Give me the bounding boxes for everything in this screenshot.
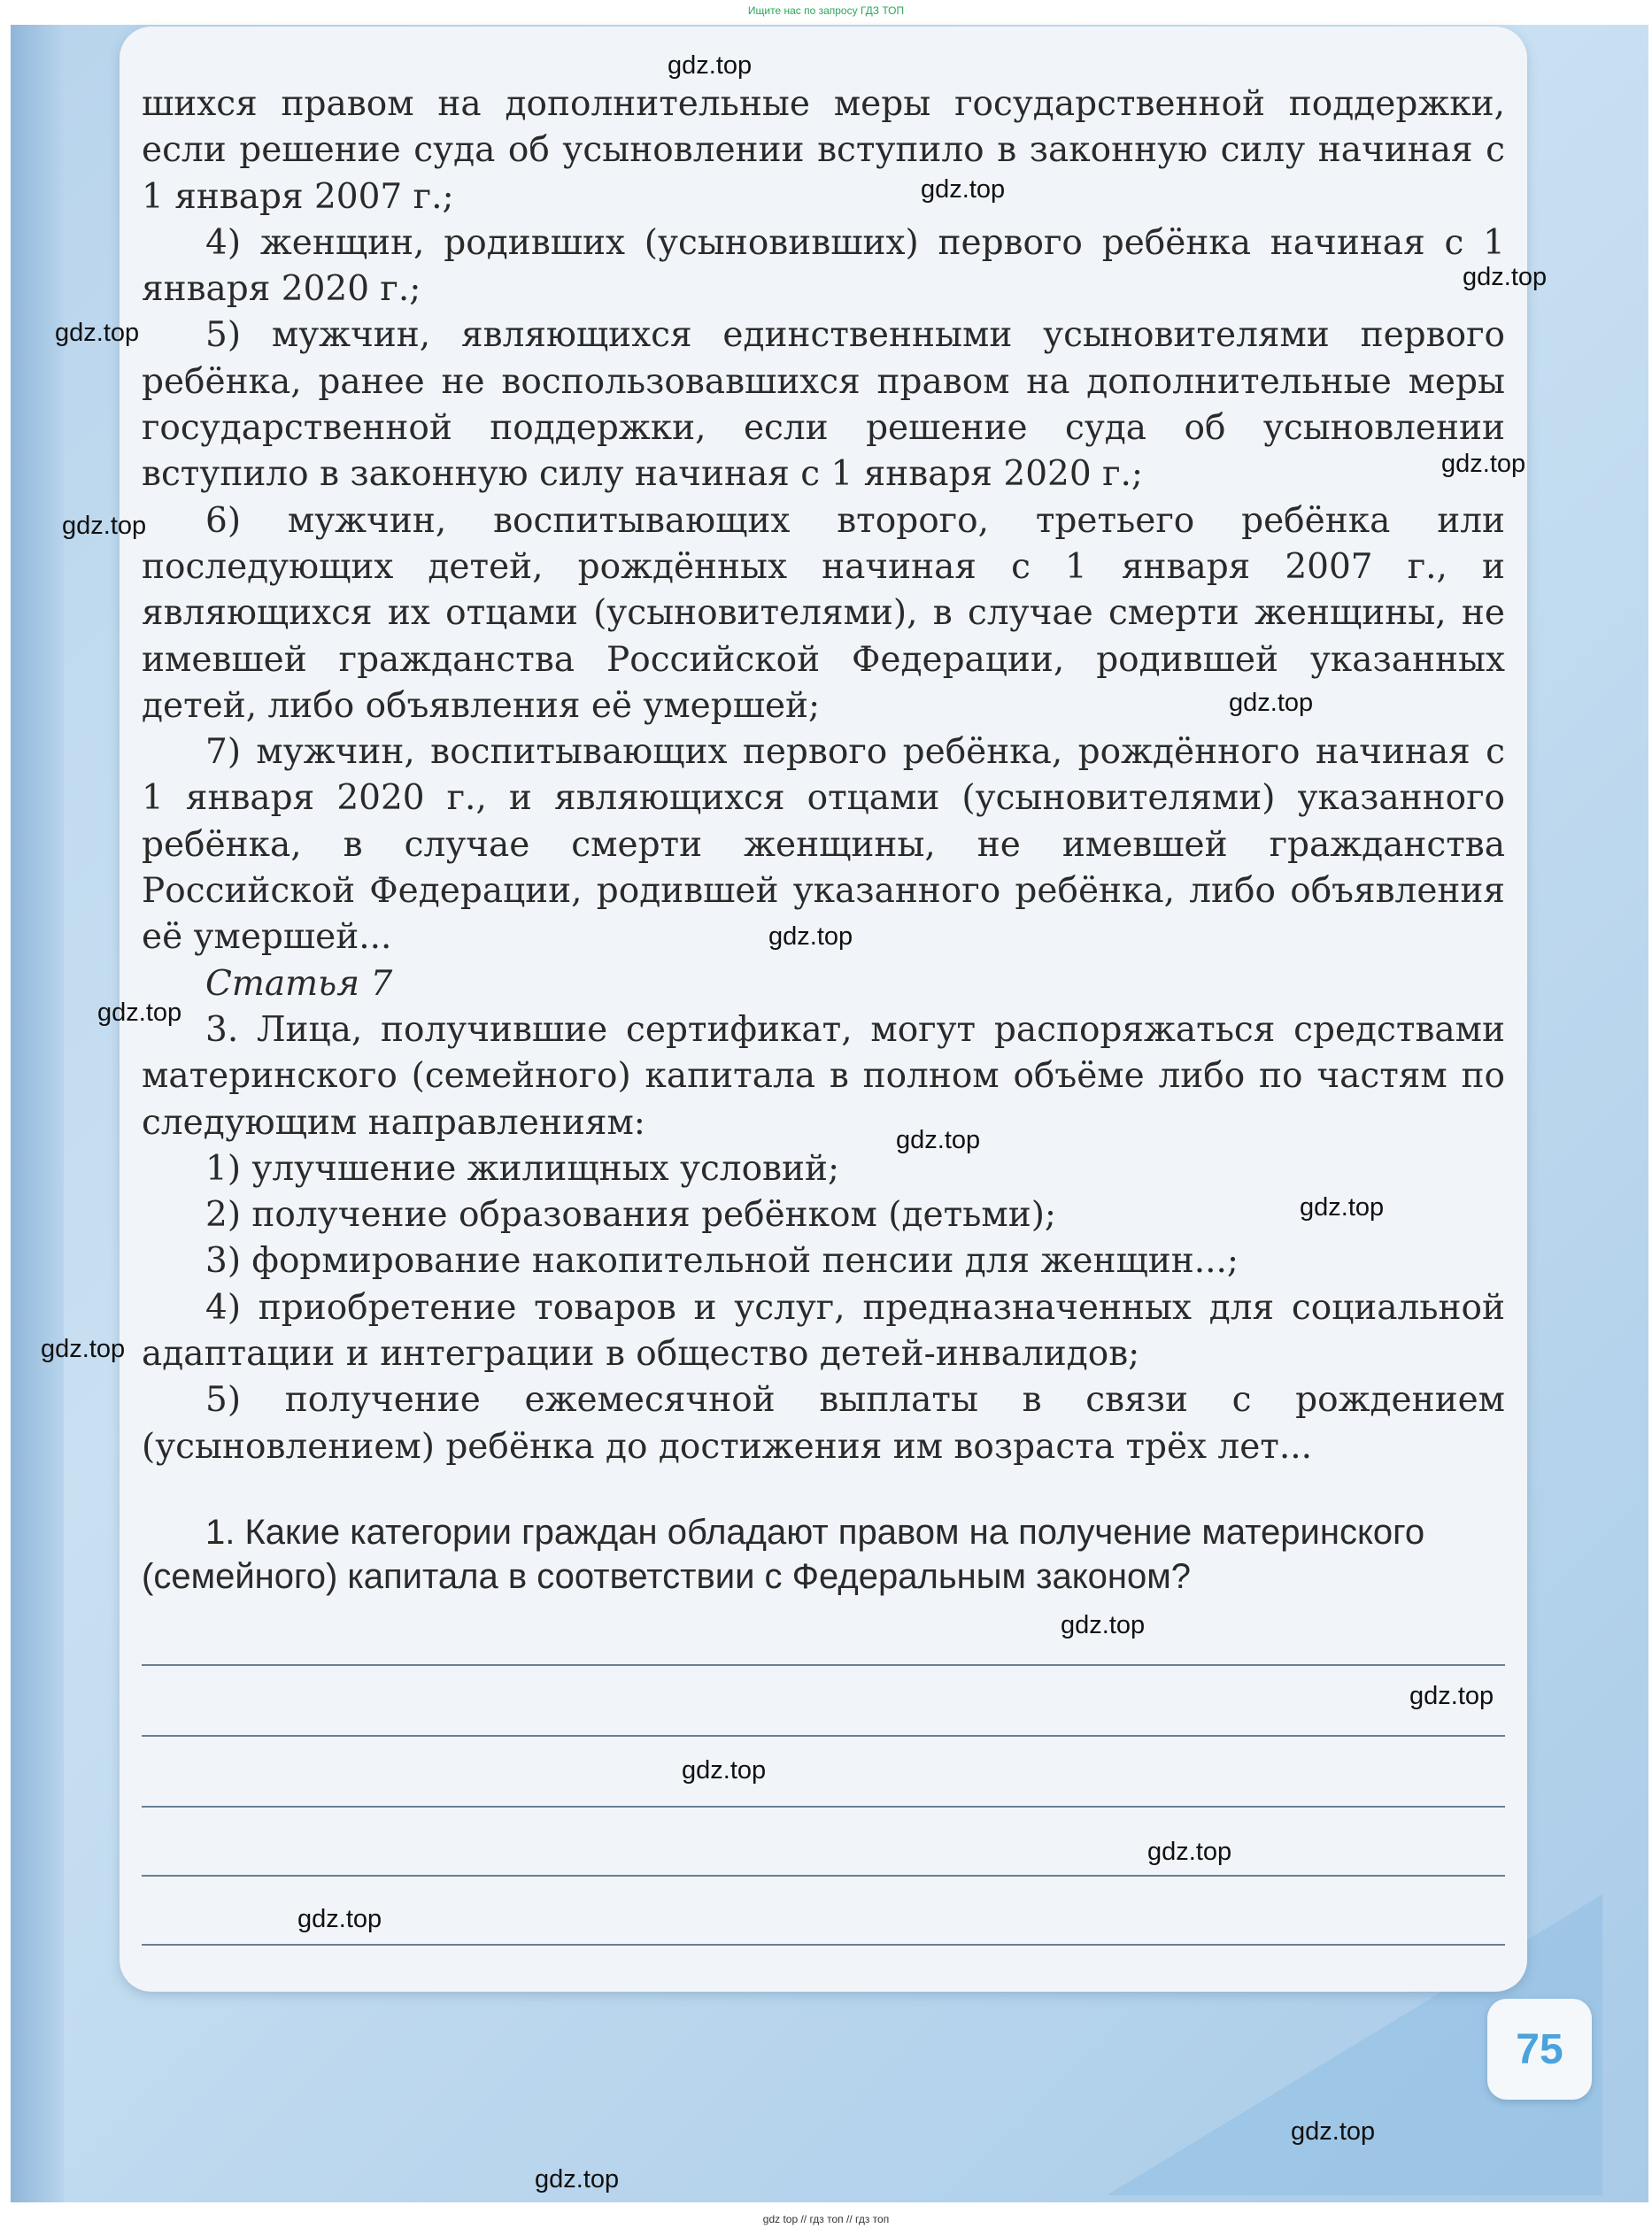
watermark: gdz.top — [1300, 1193, 1385, 1222]
direction-item-1: 1) улучшение жилищных условий; — [205, 1148, 840, 1189]
watermark: gdz.top — [1291, 2117, 1376, 2146]
watermark: gdz.top — [97, 998, 182, 1027]
list-item-4-women: 4) женщин, родивших (усыновивших) первого ребёнка начиная с 1 января 2020 г.; — [142, 222, 1505, 310]
document-text — [142, 81, 1505, 1470]
list-item-5-single-adopters: 5) мужчин, являющихся единственными усыновителями первого ребёнка, ранее не воспользовавшихся правом на дополнительные меры государственной поддержки, если решение суда об усыновлении вступило в законную силу начиная с 1 января 2020 г.; — [142, 315, 1505, 495]
book-spine-shade — [11, 25, 64, 2202]
direction-item-5: 5) получение ежемесячной выплаты в связи с рождением (усыновлением) ребёнка до достижения им возраста трёх лет... — [142, 1380, 1505, 1467]
watermark: gdz.top — [668, 51, 753, 80]
page-number: 75 — [1516, 2025, 1563, 2073]
watermark: gdz.top — [62, 512, 147, 540]
list-item-7-fathers-first-child: 7) мужчин, воспитывающих первого ребёнка, рождённого начиная с 1 января 2020 г., и являющихся отцами (усыновителями) указанного ребёнка, в случае смерти женщины, не имевшей гражданства Российской Федерации, родившей указанного ребёнка, либо объявления её умершей... — [142, 732, 1505, 958]
page-number-badge — [1487, 1999, 1592, 2100]
watermark: gdz.top — [1441, 450, 1526, 478]
watermark: gdz.top — [1463, 263, 1548, 291]
watermark: gdz.top — [896, 1126, 981, 1154]
watermark: gdz.top — [55, 319, 140, 347]
list-item-6-fathers: 6) мужчин, воспитывающих второго, третьего ребёнка или последующих детей, рождённых начиная с 1 января 2007 г., и являющихся их отцами (усыновителями), в случае смерти женщины, не имевшей гражданства Российской Федерации, родившей указанных детей, либо объявления её умершей; — [142, 500, 1505, 726]
answer-line[interactable] — [142, 1875, 1505, 1877]
watermark: gdz.top — [535, 2165, 620, 2194]
watermark: gdz.top — [1147, 1838, 1232, 1866]
answer-line[interactable] — [142, 1806, 1505, 1808]
direction-item-2: 2) получение образования ребёнком (детьми); — [205, 1195, 1057, 1236]
answer-line[interactable] — [142, 1735, 1505, 1737]
watermark: gdz.top — [297, 1905, 382, 1933]
article-7-clause-3: 3. Лица, получившие сертификат, могут распоряжаться средствами материнского (семейного) капитала в полном объёме либо по частям по следующим направлениям: — [142, 1009, 1505, 1143]
watermark: gdz.top — [1409, 1682, 1494, 1710]
watermark: gdz.top — [41, 1335, 126, 1363]
question-1: 1. Какие категории граждан обладают правом на получение материнского (семейного) капитала в соответствии с Федеральным законом? — [142, 1513, 1425, 1596]
article-heading: Статья 7 — [205, 963, 393, 1004]
direction-item-3: 3) формирование накопительной пенсии для женщин...; — [205, 1241, 1239, 1282]
paragraph-continuation: шихся правом на дополнительные меры государственной поддержки, если решение суда об усыновлении вступило в законную силу начиная с 1 января 2007 г.; — [142, 84, 1505, 217]
watermark: gdz.top — [1061, 1611, 1146, 1639]
watermark: gdz.top — [1229, 689, 1314, 717]
direction-item-4: 4) приобретение товаров и услуг, предназначенных для социальной адаптации и интеграции в общество детей-инвалидов; — [142, 1287, 1505, 1375]
watermark: gdz.top — [682, 1756, 767, 1785]
answer-line[interactable] — [142, 1944, 1505, 1946]
answer-line[interactable] — [142, 1664, 1505, 1666]
watermark: gdz.top — [921, 175, 1006, 204]
watermark: gdz.top — [768, 922, 853, 951]
bottom-promo-note: gdz top // гдз топ // гдз топ — [762, 2213, 890, 2225]
top-promo-note: Ищите нас по запросу ГДЗ ТОП — [747, 4, 905, 17]
